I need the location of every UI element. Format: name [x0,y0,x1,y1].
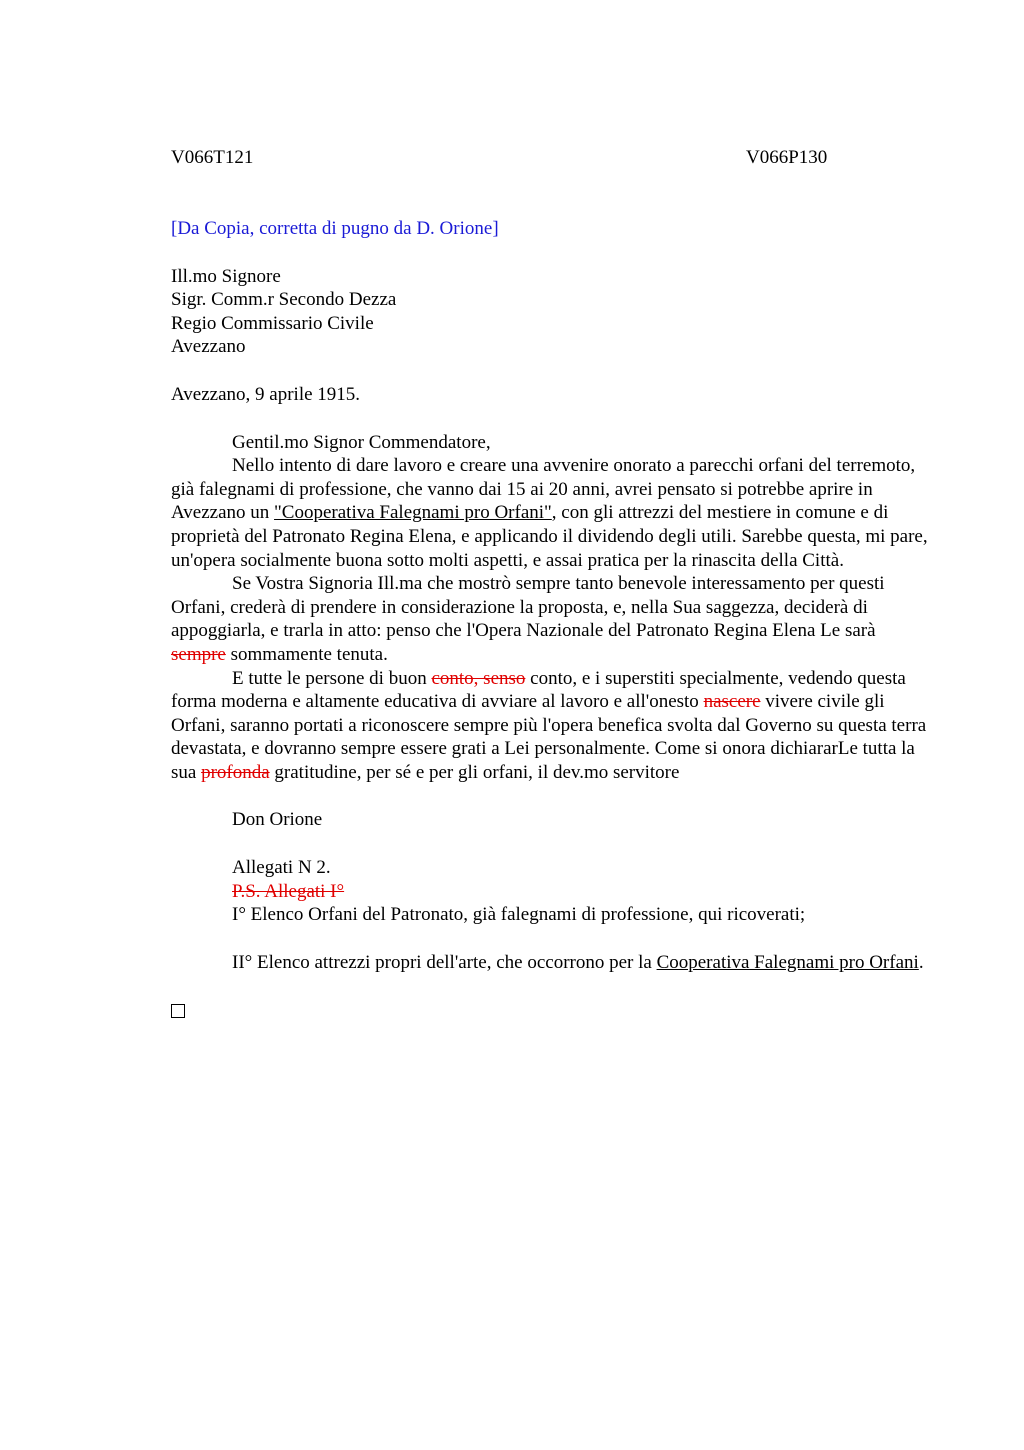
attachment-item-1: I° Elenco Orfani del Patronato, già falegnami di professione, qui ricoverati; [232,904,806,926]
deleted-text: nascere [703,691,761,713]
paragraph-text: , con gli attrezzi del mestiere in comune e di proprietà del Patronato Regina Elena, e applicando il dividendo degli utili. Sarebbe questa, mi pare, un'opera socialmente buona sotto molti aspetti, e assai pratica per la rinascita della Città. [171,502,928,571]
salutation: Gentil.mo Signor Commendatore, [232,431,491,453]
date-line: Avezzano, 9 aprile 1915. [171,383,361,405]
underlined-text: Cooperativa Falegnami pro Orfani [656,951,919,973]
deleted-text: conto, senso [431,667,526,689]
header [171,146,933,170]
underlined-text: "Cooperativa Falegnami pro Orfani" [274,502,552,524]
allegati-line: Allegati N 2. [232,857,331,879]
ps-deleted-line: P.S. Allegati I° [232,880,345,902]
paragraph-text: conto, e i superstiti specialmente, vedendo questa forma moderna e altamente educativa di avviare al lavoro e all'onesto [171,667,906,713]
source-note: [Da Copia, corretta di pugno da D. Orione] [171,218,499,239]
header-right-code: V066P130 [746,147,828,168]
paragraph-text: . [918,951,924,973]
paragraph-1 [171,454,933,572]
address-line: Avezzano [171,336,246,358]
address-line: Ill.mo Signore [171,265,281,287]
end-marker [171,998,933,1025]
deleted-text: sempre [171,643,226,665]
letter-page [171,146,933,1025]
paragraph-text: gratitudine, per sé e per gli orfani, il dev.mo servitore [269,761,680,783]
paragraph-3 [171,667,933,785]
checkbox-square-icon [171,1004,185,1018]
paragraph-text: Nello intento di dare lavoro e creare una avvenire onorato a parecchi orfani del terremoto, già falegnami di professione, che vanno dai 15 ai 20 anni, avrei pensato si potrebbe aprire in Avezzano un [171,455,916,524]
paragraph-text: E tutte le persone di buon [232,667,432,689]
paragraph-text: sommamente tenuta. [225,643,388,665]
paragraph-text: II° Elenco attrezzi propri dell'arte, che occorrono per la [232,951,657,973]
address-line: Sigr. Comm.r Secondo Dezza [171,289,397,311]
address-block [171,265,933,359]
header-left-code: V066T121 [171,147,254,168]
signature: Don Orione [232,809,323,831]
deleted-text: profonda [201,761,270,783]
paragraph-2 [171,572,933,666]
paragraph-text: vivere civile gli Orfani, saranno portati a riconoscere sempre più l'opera benefica svolta dal Governo su questa terra devastata, e dovranno sempre essere grati a Lei personalmente. Come si onora dichiararLe tutta la sua [171,691,927,783]
attachment-item-2 [171,951,933,975]
address-line: Regio Commissario Civile [171,312,374,334]
paragraph-text: Se Vostra Signoria Ill.ma che mostrò sempre tanto benevole interessamento per questi Orfani, crederà di prendere in considerazione la proposta, e, nella Sua saggezza, deciderà di appoggiarla, e trarla in atto: penso che l'Opera Nazionale del Patronato Regina Elena Le sarà [171,573,885,642]
